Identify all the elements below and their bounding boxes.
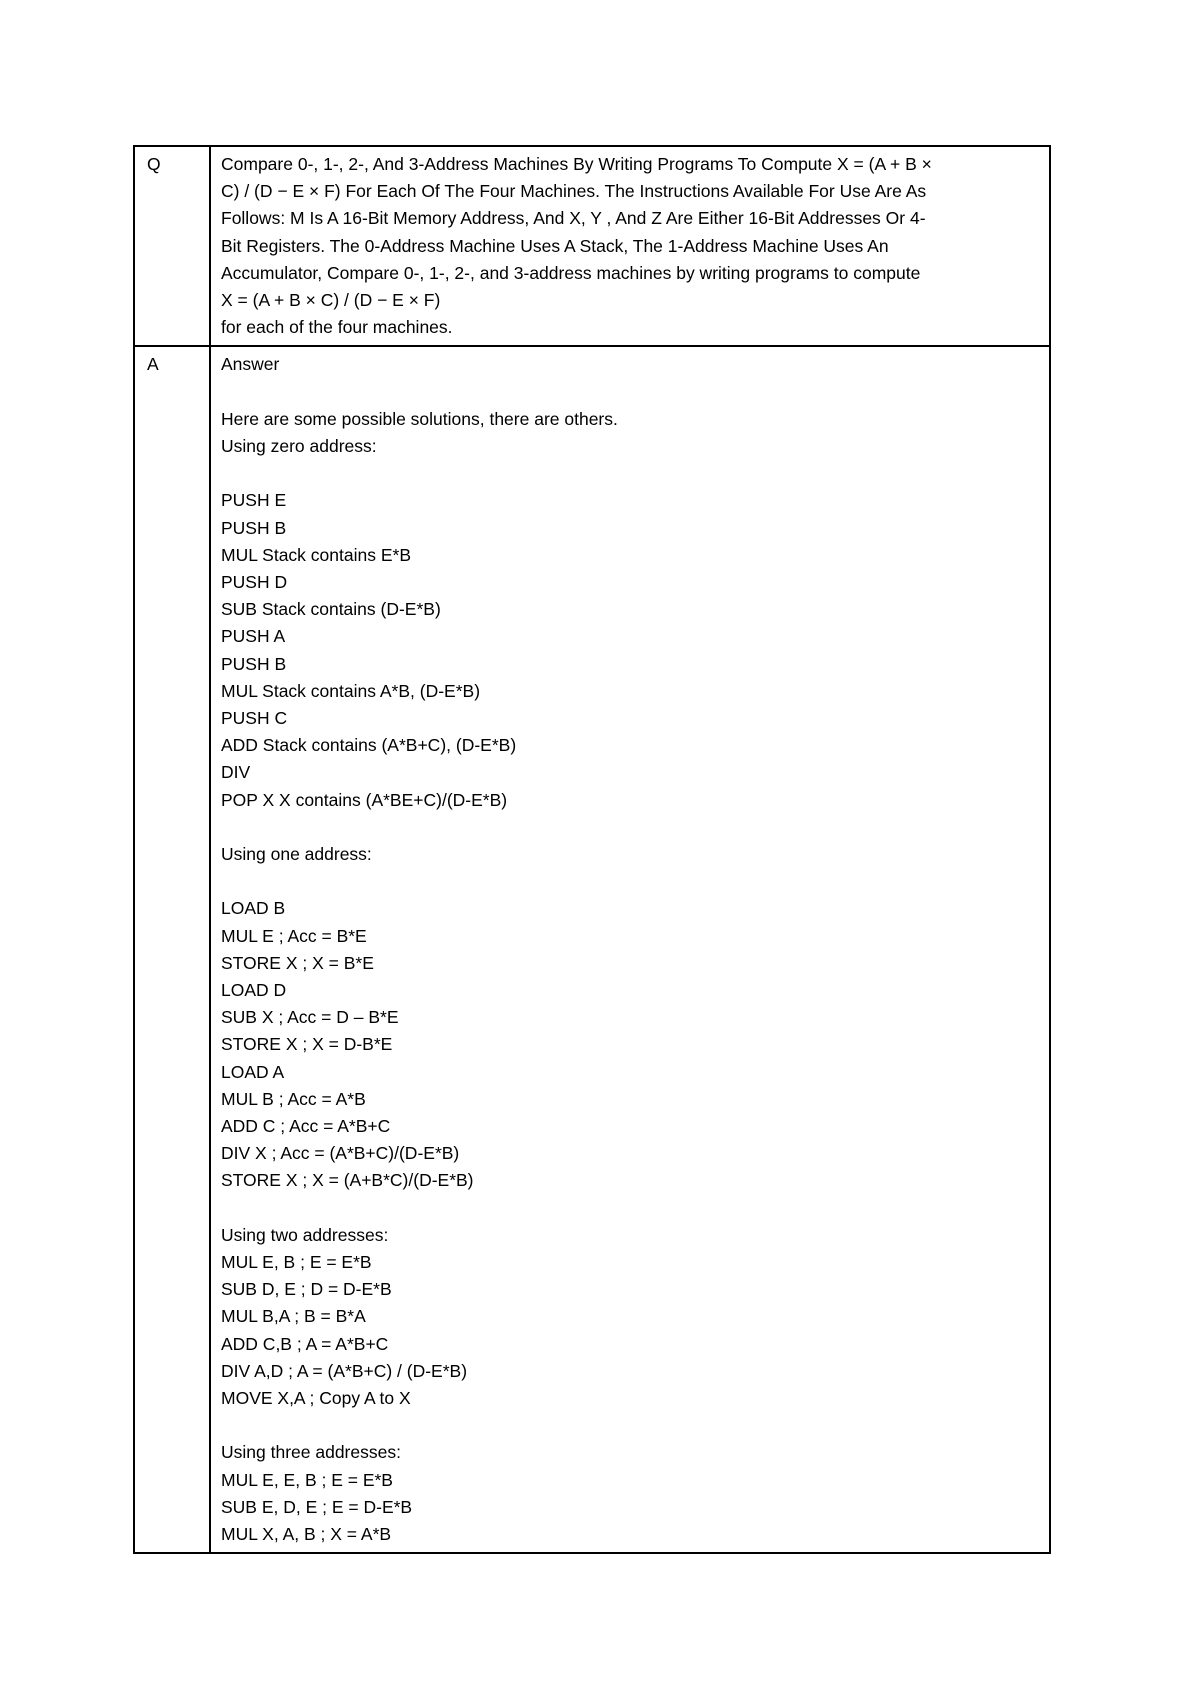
question-row — [134, 146, 1050, 346]
answer-line: SUB D, E ; D = D-E*B — [221, 1279, 392, 1300]
answer-line: SUB E, D, E ; E = D-E*B — [221, 1496, 413, 1517]
question-line: C) / (D − E × F) For Each Of The Four Machines. The Instructions Available For Use Are As — [221, 181, 927, 202]
answer-line: PUSH D — [221, 572, 288, 593]
answer-line: Using one address: — [221, 844, 372, 865]
question-label-text: Q — [147, 154, 161, 174]
answer-line: PUSH A — [221, 626, 286, 647]
answer-line — [221, 1412, 1039, 1439]
answer-line: DIV X ; Acc = (A*B+C)/(D-E*B) — [221, 1143, 460, 1164]
answer-line: MUL X, A, B ; X = A*B — [221, 1524, 392, 1545]
answer-line — [221, 868, 1039, 895]
answer-line: DIV — [221, 762, 251, 783]
question-label — [134, 146, 210, 346]
answer-line — [221, 460, 1039, 487]
answer-line: MUL E ; Acc = B*E — [221, 925, 367, 946]
question-line: X = (A + B × C) / (D − E × F) — [221, 290, 441, 311]
answer-line: Using three addresses: — [221, 1442, 401, 1463]
answer-line: LOAD A — [221, 1061, 285, 1082]
answer-line: PUSH C — [221, 708, 288, 729]
answer-line: MUL B,A ; B = B*A — [221, 1306, 366, 1327]
answer-line: Using two addresses: — [221, 1224, 389, 1245]
question-line: Accumulator, Compare 0-, 1-, 2-, and 3-address machines by writing programs to compute — [221, 262, 921, 283]
answer-line: MUL Stack contains A*B, (D-E*B) — [221, 680, 481, 701]
question-line: Compare 0-, 1-, 2-, And 3-Address Machines By Writing Programs To Compute X = (A + B × — [221, 154, 932, 174]
question-line: for each of the four machines. — [221, 317, 453, 338]
answer-line: MUL B ; Acc = A*B — [221, 1088, 366, 1109]
answer-line: PUSH B — [221, 653, 287, 674]
answer-line: ADD Stack contains (A*B+C), (D-E*B) — [221, 735, 517, 756]
answer-line: POP X X contains (A*BE+C)/(D-E*B) — [221, 789, 508, 810]
question-cell — [210, 146, 1050, 346]
answer-line: STORE X ; X = B*E — [221, 952, 374, 973]
answer-line — [221, 379, 1039, 406]
answer-line: DIV A,D ; A = (A*B+C) / (D-E*B) — [221, 1360, 468, 1381]
answer-cell — [210, 346, 1050, 1553]
answer-line: MUL E, B ; E = E*B — [221, 1252, 372, 1273]
answer-line: SUB Stack contains (D-E*B) — [221, 599, 441, 620]
answer-line: PUSH E — [221, 490, 287, 511]
answer-line: Using zero address: — [221, 436, 377, 457]
answer-line: MOVE X,A ; Copy A to X — [221, 1388, 411, 1409]
answer-line: PUSH B — [221, 517, 287, 538]
answer-line: LOAD D — [221, 980, 287, 1001]
qa-table — [133, 145, 1051, 1554]
answer-line: Answer — [221, 354, 280, 375]
answer-line — [221, 1195, 1039, 1222]
answer-line: MUL Stack contains E*B — [221, 544, 411, 565]
answer-line — [221, 814, 1039, 841]
answer-label-text: A — [147, 354, 159, 375]
answer-line: Here are some possible solutions, there are others. — [221, 408, 618, 429]
question-line: Bit Registers. The 0-Address Machine Uses A Stack, The 1-Address Machine Uses An — [221, 235, 889, 256]
answer-line: STORE X ; X = D-B*E — [221, 1034, 393, 1055]
answer-line: ADD C,B ; A = A*B+C — [221, 1333, 389, 1354]
answer-row — [134, 346, 1050, 1553]
answer-line: MUL E, E, B ; E = E*B — [221, 1469, 393, 1490]
question-line: Follows: M Is A 16-Bit Memory Address, And X, Y , And Z Are Either 16-Bit Addresses Or 4- — [221, 208, 926, 229]
answer-line: LOAD B — [221, 898, 286, 919]
answer-line: ADD C ; Acc = A*B+C — [221, 1116, 391, 1137]
answer-line: SUB X ; Acc = D – B*E — [221, 1007, 399, 1028]
answer-label — [134, 346, 210, 1553]
answer-line: STORE X ; X = (A+B*C)/(D-E*B) — [221, 1170, 474, 1191]
